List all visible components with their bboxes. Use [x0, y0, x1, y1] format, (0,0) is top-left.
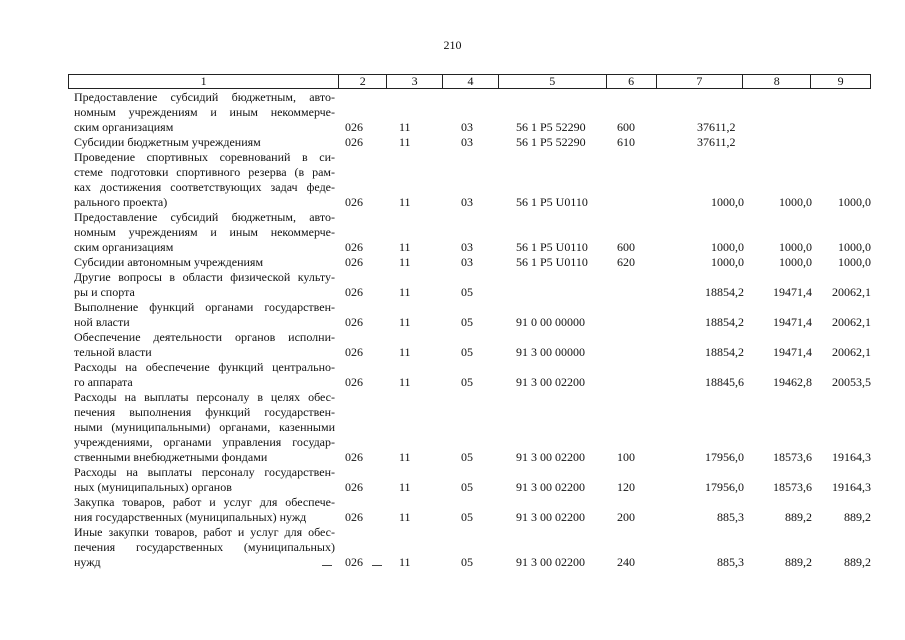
ministry-code: 026: [345, 285, 363, 299]
table-row: [68, 210, 871, 255]
header-col-4: 4: [443, 75, 499, 88]
description-line: Расходы на выплаты персоналу в целях обес-: [74, 390, 335, 404]
description-line: го аппарата: [74, 375, 133, 389]
description-line: Субсидии автономным учреждениям: [74, 255, 264, 269]
expense-type-code: 240: [617, 555, 635, 569]
target-article-code: 56 1 P5 U0110: [516, 195, 588, 209]
table-row: [68, 90, 871, 135]
description-line: ния государственных (муниципальных) нужд: [74, 510, 307, 524]
subsection-code: 05: [461, 375, 473, 389]
description-line: Проведение спортивных соревнований в си-: [74, 150, 335, 164]
section-code: 11: [399, 375, 411, 389]
description-line: тельной власти: [74, 345, 152, 359]
description-line: учреждениями, органами управления государ-: [74, 435, 335, 449]
description-line: Другие вопросы в области физической культу-: [74, 270, 335, 284]
target-article-code: 91 0 00 00000: [516, 315, 585, 329]
amount-year-1: 1000,0: [711, 240, 744, 254]
section-code: 11: [399, 480, 411, 494]
table-row: [68, 465, 871, 495]
amount-year-3: 889,2: [844, 555, 871, 569]
amount-year-1: 37611,2: [697, 120, 736, 134]
header-col-1: 1: [69, 75, 339, 88]
amount-year-2: 1000,0: [779, 255, 812, 269]
description-line: номным учреждениям и иным некоммерче-: [74, 105, 335, 119]
target-article-code: 91 3 00 02200: [516, 510, 585, 524]
expense-type-code: 100: [617, 450, 635, 464]
description-line: ной власти: [74, 315, 130, 329]
table-body: [68, 90, 871, 570]
header-col-7: 7: [657, 75, 744, 88]
amount-year-3: 889,2: [844, 510, 871, 524]
description-line: Обеспечение деятельности органов исполни-: [74, 330, 335, 344]
section-code: 11: [399, 345, 411, 359]
amount-year-2: 889,2: [785, 555, 812, 569]
row-description: [68, 390, 339, 465]
description-line: рального проекта): [74, 195, 168, 209]
row-description: [68, 255, 339, 270]
amount-year-1: 17956,0: [705, 480, 744, 494]
description-line: ственными внебюджетными фондами: [74, 450, 268, 464]
amount-year-3: 19164,3: [832, 480, 871, 494]
row-description: [68, 150, 339, 210]
section-code: 11: [399, 555, 411, 569]
amount-year-2: 19462,8: [773, 375, 812, 389]
description-line: Расходы на обеспечение функций центрально-: [74, 360, 335, 374]
row-description: [68, 90, 339, 135]
table-row: [68, 150, 871, 210]
expense-type-code: 600: [617, 120, 635, 134]
row-description: [68, 495, 339, 525]
subsection-code: 03: [461, 135, 473, 149]
amount-year-3: 1000,0: [838, 195, 871, 209]
amount-year-3: 1000,0: [838, 240, 871, 254]
subsection-code: 05: [461, 450, 473, 464]
table-row: [68, 270, 871, 300]
description-line: ским организациям: [74, 240, 174, 254]
ministry-code: 026: [345, 315, 363, 329]
amount-year-2: 18573,6: [773, 450, 812, 464]
amount-year-2: 1000,0: [779, 240, 812, 254]
description-line: Предоставление субсидий бюджетным, авто-: [74, 210, 335, 224]
subsection-code: 05: [461, 315, 473, 329]
section-code: 11: [399, 120, 411, 134]
expense-type-code: 120: [617, 480, 635, 494]
page-number: 210: [443, 38, 462, 52]
subsection-code: 05: [461, 285, 473, 299]
amount-year-2: 19471,4: [773, 345, 812, 359]
amount-year-3: 20062,1: [832, 345, 871, 359]
header-col-2: 2: [339, 75, 387, 88]
amount-year-1: 37611,2: [697, 135, 736, 149]
amount-year-3: 1000,0: [838, 255, 871, 269]
section-code: 11: [399, 285, 411, 299]
ministry-code: 026: [345, 510, 363, 524]
row-description: [68, 360, 339, 390]
expense-type-code: 610: [617, 135, 635, 149]
amount-year-1: 18854,2: [705, 345, 744, 359]
subsection-code: 05: [461, 480, 473, 494]
section-code: 11: [399, 240, 411, 254]
amount-year-3: 20062,1: [832, 285, 871, 299]
ministry-code: 026: [345, 450, 363, 464]
description-line: Субсидии бюджетным учреждениям: [74, 135, 261, 149]
target-article-code: 56 1 P5 52290: [516, 135, 586, 149]
table-row: [68, 255, 871, 270]
row-description: [68, 465, 339, 495]
section-code: 11: [399, 255, 411, 269]
section-code: 11: [399, 510, 411, 524]
subsection-code: 03: [461, 120, 473, 134]
table-row: [68, 525, 871, 570]
amount-year-2: 1000,0: [779, 195, 812, 209]
amount-year-1: 885,3: [717, 510, 744, 524]
section-code: 11: [399, 195, 411, 209]
table-row: [68, 300, 871, 330]
target-article-code: 91 3 00 02200: [516, 375, 585, 389]
header-col-5: 5: [499, 75, 607, 88]
amount-year-3: 20053,5: [832, 375, 871, 389]
description-line: нужд: [74, 555, 101, 569]
amount-year-1: 18854,2: [705, 285, 744, 299]
scan-mark: [372, 565, 382, 566]
ministry-code: 026: [345, 345, 363, 359]
amount-year-1: 18854,2: [705, 315, 744, 329]
table-row: [68, 360, 871, 390]
row-description: [68, 330, 339, 360]
expense-type-code: 620: [617, 255, 635, 269]
amount-year-2: 18573,6: [773, 480, 812, 494]
row-description: [68, 270, 339, 300]
ministry-code: 026: [345, 255, 363, 269]
expense-type-code: 600: [617, 240, 635, 254]
description-line: номным учреждениям и иным некоммерче-: [74, 225, 335, 239]
header-col-3: 3: [387, 75, 443, 88]
amount-year-3: 19164,3: [832, 450, 871, 464]
subsection-code: 03: [461, 240, 473, 254]
target-article-code: 56 1 P5 52290: [516, 120, 586, 134]
amount-year-3: 20062,1: [832, 315, 871, 329]
ministry-code: 026: [345, 195, 363, 209]
ministry-code: 026: [345, 375, 363, 389]
description-line: стеме подготовки спортивного резерва (в рам-: [74, 165, 335, 179]
row-description: [68, 300, 339, 330]
description-line: ках достижения соответствующих задач феде-: [74, 180, 335, 194]
subsection-code: 05: [461, 345, 473, 359]
subsection-code: 03: [461, 195, 473, 209]
amount-year-1: 18845,6: [705, 375, 744, 389]
amount-year-1: 885,3: [717, 555, 744, 569]
ministry-code: 026: [345, 555, 363, 569]
amount-year-1: 1000,0: [711, 255, 744, 269]
table-row: [68, 330, 871, 360]
header-col-9: 9: [837, 74, 844, 88]
subsection-code: 05: [461, 555, 473, 569]
description-line: Предоставление субсидий бюджетным, авто-: [74, 90, 335, 104]
amount-year-1: 1000,0: [711, 195, 744, 209]
amount-year-1: 17956,0: [705, 450, 744, 464]
description-line: Выполнение функций органами государствен-: [74, 300, 335, 314]
target-article-code: 91 3 00 02200: [516, 480, 585, 494]
ministry-code: 026: [345, 480, 363, 494]
subsection-code: 03: [461, 255, 473, 269]
header-col-6: 6: [607, 75, 657, 88]
description-line: печения государственных (муниципальных): [74, 540, 335, 554]
row-description: [68, 135, 339, 150]
table-row: [68, 135, 871, 150]
target-article-code: 91 3 00 00000: [516, 345, 585, 359]
ministry-code: 026: [345, 120, 363, 134]
target-article-code: 91 3 00 02200: [516, 450, 585, 464]
scan-mark: [322, 565, 332, 566]
target-article-code: 56 1 P5 U0110: [516, 240, 588, 254]
header-col-8: 8: [743, 75, 811, 88]
description-line: ским организациям: [74, 120, 174, 134]
amount-year-2: 19471,4: [773, 285, 812, 299]
description-line: печения выполнения функций государствен-: [74, 405, 335, 419]
expense-type-code: 200: [617, 510, 635, 524]
target-article-code: 91 3 00 02200: [516, 555, 585, 569]
table-header: [68, 74, 871, 89]
row-description: [68, 525, 339, 570]
subsection-code: 05: [461, 510, 473, 524]
description-line: Закупка товаров, работ и услуг для обеспече-: [74, 495, 335, 509]
section-code: 11: [399, 135, 411, 149]
amount-year-2: 19471,4: [773, 315, 812, 329]
ministry-code: 026: [345, 135, 363, 149]
description-line: ными (муниципальными) органами, казенными: [74, 420, 335, 434]
description-line: Иные закупки товаров, работ и услуг для обес-: [74, 525, 335, 539]
table-row: [68, 495, 871, 525]
section-code: 11: [399, 315, 411, 329]
description-line: ры и спорта: [74, 285, 135, 299]
amount-year-2: 889,2: [785, 510, 812, 524]
section-code: 11: [399, 450, 411, 464]
description-line: ных (муниципальных) органов: [74, 480, 232, 494]
row-description: [68, 210, 339, 255]
ministry-code: 026: [345, 240, 363, 254]
description-line: Расходы на выплаты персоналу государствен-: [74, 465, 335, 479]
table-row: [68, 390, 871, 465]
target-article-code: 56 1 P5 U0110: [516, 255, 588, 269]
